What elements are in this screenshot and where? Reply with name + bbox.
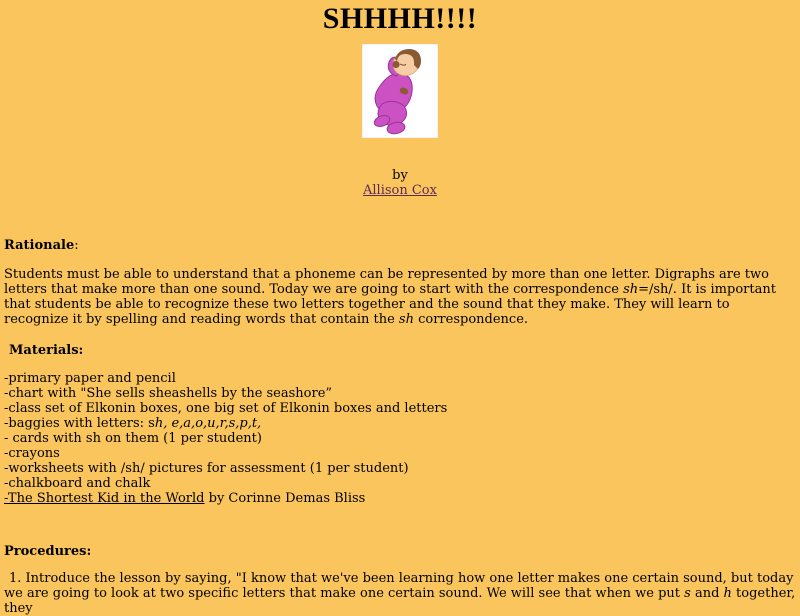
materials-item: -chalkboard and chalk xyxy=(4,476,151,491)
materials-item: -chart with "She sells sheashells by the seashore” xyxy=(4,386,333,401)
materials-list xyxy=(4,371,796,506)
baby-clipart-frame xyxy=(362,44,438,138)
rationale-paragraph: Students must be able to understand that a phoneme can be represented by more than one letter. Digraphs are two letters that make more than one sound. Today we are going to start with the correspondence sh=/sh/. It is important that students be able to recognize these two letters together and the sound that they make. They will learn to recognize it by spelling and reading words that contain the sh correspondence. xyxy=(4,267,776,327)
lesson-page xyxy=(0,2,800,616)
materials-item: -The Shortest Kid in the World by Corinne Demas Bliss xyxy=(4,491,366,506)
baby-image-container xyxy=(0,44,800,138)
byline-prefix: by xyxy=(392,168,408,183)
materials-item: -crayons xyxy=(4,446,60,461)
materials-heading: Materials: xyxy=(9,343,84,358)
materials-item: -worksheets with /sh/ pictures for assessment (1 per student) xyxy=(4,461,409,476)
procedures-heading: Procedures: xyxy=(4,544,92,559)
author-link[interactable]: Allison Cox xyxy=(363,183,437,198)
byline xyxy=(0,168,800,198)
rationale-heading: Rationale: xyxy=(4,238,79,253)
materials-item: -baggies with letters: sh, e,a,o,u,r,s,p,t, xyxy=(4,416,262,431)
sleeping-baby-thumb-sucking-image xyxy=(362,44,438,138)
page-title: SHHHH!!!! xyxy=(322,2,478,35)
materials-item: -primary paper and pencil xyxy=(4,371,176,386)
materials-item: - cards with sh on them (1 per student) xyxy=(4,431,262,446)
lesson-content xyxy=(4,238,796,616)
materials-item: -class set of Elkonin boxes, one big set of Elkonin boxes and letters xyxy=(4,401,448,416)
procedure-step-1: 1. Introduce the lesson by saying, "I know that we've been learning how one letter makes one certain sound, but today we are going to look at two specific letters that make one certain sound. We will see that when we put s and h together, they xyxy=(4,571,796,616)
